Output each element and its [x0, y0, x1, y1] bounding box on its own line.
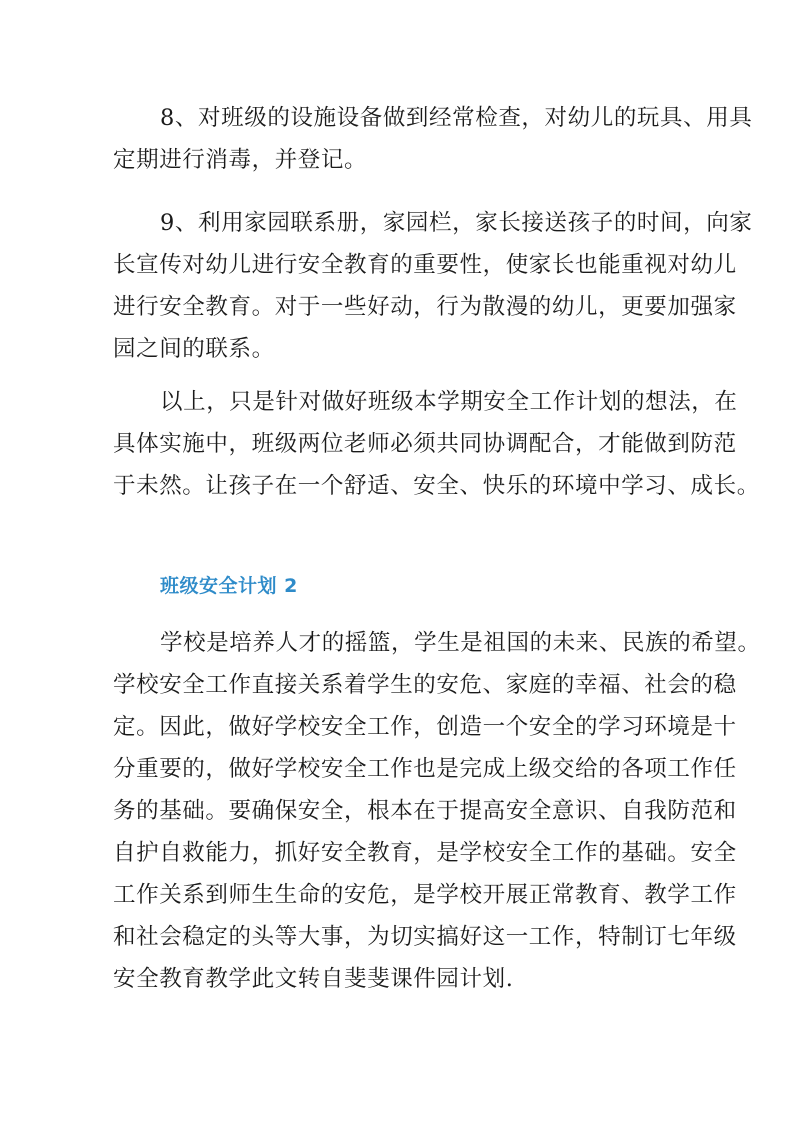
- text-line: 具体实施中，班级两位老师必须共同协调配合，才能做到防范: [113, 431, 737, 457]
- text-line: 学校是培养人才的摇篮，学生是祖国的未来、民族的希望。: [160, 630, 761, 656]
- text-line: 定。因此，做好学校安全工作，创造一个安全的学习环境是十: [113, 714, 737, 740]
- text-line: 园之间的联系。: [113, 336, 275, 362]
- paragraph-conclusion: [113, 381, 760, 507]
- text-line: 9、利用家园联系册，家园栏，家长接送孩子的时间，向家: [160, 210, 753, 236]
- text-line: 自护自救能力，抓好安全教育，是学校安全工作的基础。安全: [113, 840, 737, 866]
- text-line: 学校安全工作直接关系着学生的安危、家庭的幸福、社会的稳: [113, 672, 737, 698]
- text-line: 进行安全教育。对于一些好动，行为散漫的幼儿，更要加强家: [113, 294, 737, 320]
- text-line: 定期进行消毒，并登记。: [113, 147, 368, 173]
- text-line: 工作关系到师生生命的安危，是学校开展正常教育、教学工作: [113, 882, 737, 908]
- section-heading: 班级安全计划 2: [160, 575, 298, 597]
- text-line: 长宣传对幼儿进行安全教育的重要性，使家长也能重视对幼儿: [113, 252, 737, 278]
- paragraph-section2: [113, 622, 761, 1000]
- paragraph-item-9: [113, 202, 753, 370]
- text-line: 8、对班级的设施设备做到经常检查，对幼儿的玩具、用具: [160, 105, 753, 131]
- text-line: 于未然。让孩子在一个舒适、安全、快乐的环境中学习、成长。: [113, 473, 760, 499]
- text-line: 安全教育教学此文转自斐斐课件园计划.: [113, 966, 514, 992]
- text-line: 和社会稳定的头等大事，为切实搞好这一工作，特制订七年级: [113, 924, 737, 950]
- text-line: 以上，只是针对做好班级本学期安全工作计划的想法，在: [160, 389, 738, 415]
- text-line: 务的基础。要确保安全，根本在于提高安全意识、自我防范和: [113, 798, 737, 824]
- paragraph-item-8: [113, 97, 753, 181]
- text-line: 分重要的，做好学校安全工作也是完成上级交给的各项工作任: [113, 756, 737, 782]
